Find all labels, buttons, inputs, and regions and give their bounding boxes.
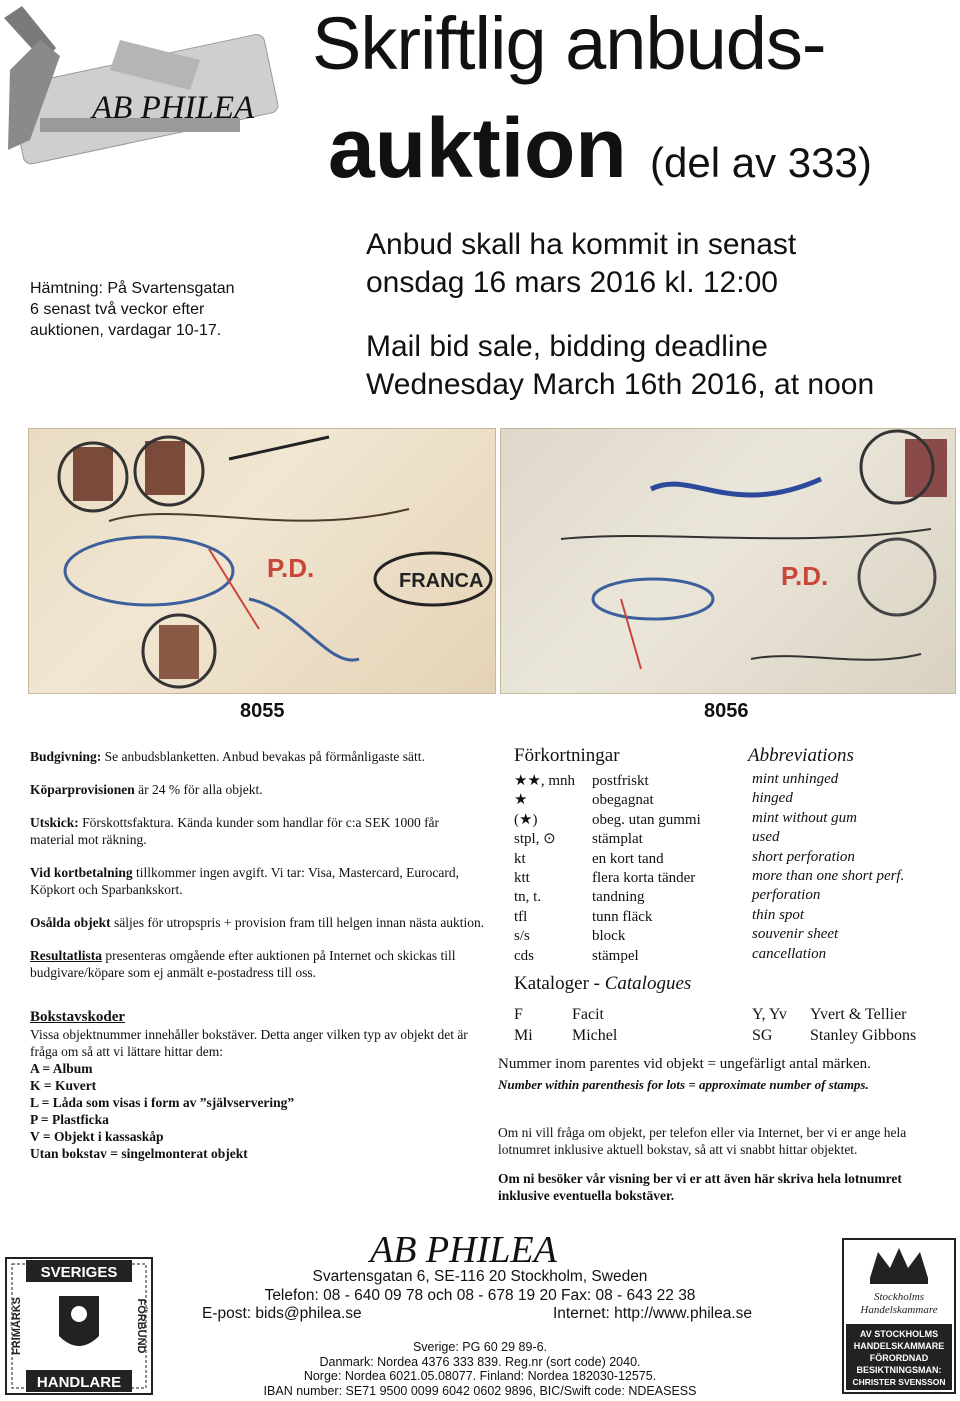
catalogues-table-left bbox=[514, 1004, 617, 1046]
abbr-row bbox=[514, 888, 701, 907]
letter-codes-heading: Bokstavskoder bbox=[30, 1009, 126, 1025]
abbr-en: short perforation bbox=[752, 848, 855, 865]
unsold-paragraph bbox=[30, 914, 486, 931]
abbr-code: s/s bbox=[514, 928, 530, 945]
bid-label: Budgivning: bbox=[30, 749, 102, 764]
title-auktion: auktion bbox=[328, 101, 627, 195]
payment-line: Norge: Nordea 6021.05.08077. Finland: Nordea 182030-12575. bbox=[303, 1369, 657, 1383]
abbr-row bbox=[514, 869, 701, 888]
abbr-row bbox=[514, 947, 701, 966]
note-viewing: Om ni besöker vår visning ber vi er att även här skriva hela lotnumret inklusive eventuella bokstäver. bbox=[498, 1171, 902, 1203]
commission-label: Köparprovisionen bbox=[30, 782, 135, 797]
abbr-en: hinged bbox=[752, 790, 793, 807]
abbr-code: ★ bbox=[514, 792, 528, 809]
catalog-code: F bbox=[514, 1006, 523, 1023]
abbr-en: cancellation bbox=[752, 945, 827, 962]
pickup-line: Hämtning: På Svartensgatan bbox=[30, 280, 235, 297]
note-parenthesis-sv: Nummer inom parentes vid objekt = ungefärligt antal märken. bbox=[498, 1056, 871, 1072]
deadline-swedish bbox=[366, 226, 796, 302]
lot-number: 8055 bbox=[240, 700, 285, 722]
abbr-code: tn, t. bbox=[514, 889, 542, 906]
catalogues-heading-sv: Kataloger - bbox=[514, 973, 605, 994]
abbr-sv: tandning bbox=[592, 889, 645, 906]
shk-text: Handelskammare bbox=[860, 1304, 938, 1316]
abbr-en: mint unhinged bbox=[752, 771, 839, 787]
bid-text: Se anbudsblanketten. Anbud bevakas på förmånligaste sätt. bbox=[104, 749, 425, 764]
catalog-row bbox=[514, 1004, 617, 1025]
abbr-sv: obegagnat bbox=[592, 792, 654, 809]
results-label: Resultatlista bbox=[30, 948, 102, 963]
unsold-text: säljes för utropspris + provision fram till helgen innan nästa auktion. bbox=[114, 915, 485, 930]
catalog-name: Stanley Gibbons bbox=[810, 1027, 917, 1044]
results-paragraph bbox=[30, 947, 486, 981]
footer-web: Internet: http://www.philea.se bbox=[552, 1305, 752, 1322]
footer-email: E-post: bids@philea.se bbox=[202, 1305, 362, 1322]
abbr-row bbox=[514, 830, 701, 849]
abbreviations-heading-sv: Förkortningar bbox=[514, 745, 620, 766]
svg-text:FRANCA: FRANCA bbox=[399, 570, 484, 592]
deadline-sv-line: Anbud skall ha kommit in senast bbox=[366, 228, 797, 261]
abbr-sv: stämplat bbox=[592, 831, 643, 848]
commission-paragraph bbox=[30, 781, 486, 798]
catalog-name: Facit bbox=[572, 1006, 604, 1023]
abbr-sv: block bbox=[592, 928, 626, 945]
catalog-code: Y, Yv bbox=[752, 1006, 787, 1023]
catalog-code: Mi bbox=[514, 1027, 533, 1044]
catalog-row bbox=[514, 1025, 617, 1046]
catalog-code: SG bbox=[752, 1027, 773, 1044]
deadline-en-line: Mail bid sale, bidding deadline bbox=[366, 330, 768, 363]
stockholms-handelskammare-logo bbox=[842, 1238, 956, 1394]
abbr-code: ★★, mnh bbox=[514, 773, 576, 789]
abbr-code: tfl bbox=[514, 908, 528, 925]
shk-text: Stockholms bbox=[873, 1291, 925, 1303]
unsold-label: Osålda objekt bbox=[30, 915, 111, 930]
abbr-sv: postfriskt bbox=[592, 773, 649, 789]
footer-contact bbox=[190, 1268, 770, 1324]
footer-address: Svartensgatan 6, SE-116 20 Stockholm, Sweden bbox=[312, 1268, 648, 1285]
letter-codes bbox=[30, 1009, 486, 1162]
letter-code-item: A = Album bbox=[30, 1061, 93, 1076]
dispatch-label: Utskick: bbox=[30, 815, 79, 830]
abbr-en: souvenir sheet bbox=[752, 926, 839, 943]
abbr-sv: en kort tand bbox=[592, 850, 664, 867]
terms-column bbox=[30, 748, 486, 1162]
sfh-text: FRIMÄRKS bbox=[11, 1296, 23, 1356]
svg-text:P.D.: P.D. bbox=[781, 561, 829, 591]
deadline-sv-line: onsdag 16 mars 2016 kl. 12:00 bbox=[366, 266, 778, 299]
title-part: (del av 333) bbox=[650, 139, 872, 186]
abbr-row bbox=[514, 850, 701, 869]
letter-codes-intro: Vissa objektnummer innehåller bokstäver. Detta anger vilken typ av objekt det är fråga om så att vi lättare hittar dem: bbox=[30, 1027, 468, 1059]
bid-paragraph bbox=[30, 748, 486, 765]
abbr-row bbox=[514, 927, 701, 946]
card-paragraph bbox=[30, 864, 486, 898]
letter-code-item: Utan bokstav = singelmonterat objekt bbox=[30, 1146, 248, 1161]
payment-line: IBAN number: SE71 9500 0099 6042 0602 9896, BIC/Swift code: NDEASESS bbox=[263, 1383, 697, 1398]
footer-payment bbox=[190, 1340, 770, 1398]
commission-text: är 24 % för alla objekt. bbox=[138, 782, 263, 797]
abbr-row bbox=[514, 908, 701, 927]
footer-email-web bbox=[190, 1305, 770, 1324]
abbr-en: thin spot bbox=[752, 906, 805, 923]
abbr-en: used bbox=[752, 829, 780, 846]
lot-8056-cover-image bbox=[500, 428, 956, 694]
abbr-sv: stämpel bbox=[592, 947, 639, 964]
sfh-text: SVERIGES bbox=[40, 1264, 118, 1281]
catalogues-heading bbox=[514, 974, 691, 993]
abbreviations-english-list bbox=[752, 770, 904, 964]
catalog-name: Yvert & Tellier bbox=[810, 1006, 907, 1023]
pickup-info bbox=[30, 278, 260, 341]
note-parenthesis-en: Number within parenthesis for lots = approximate number of stamps. bbox=[498, 1077, 869, 1092]
dispatch-text: Förskottsfaktura. Kända kunder som handlar för c:a SEK 1000 får material mot räkning. bbox=[30, 815, 440, 847]
shk-text: HANDELSKAMMARE bbox=[853, 1341, 945, 1351]
page-title-line2 bbox=[328, 100, 872, 211]
deadline-en-line: Wednesday March 16th 2016, at noon bbox=[366, 368, 875, 401]
payment-line: Sverige: PG 60 29 89-6. bbox=[412, 1340, 548, 1354]
footer-company-name: AB PHILEA bbox=[370, 1229, 557, 1271]
sfh-text: HANDLARE bbox=[36, 1374, 122, 1391]
abbr-sv: tunn fläck bbox=[592, 908, 653, 925]
abbreviations-table bbox=[514, 772, 701, 966]
abbreviations-heading-en: Abbreviations bbox=[748, 745, 854, 766]
catalogues-heading-en: Catalogues bbox=[604, 973, 692, 994]
abbr-code: kt bbox=[514, 850, 526, 867]
letter-code-item: L = Låda som visas i form av ”självservering” bbox=[30, 1095, 295, 1110]
shk-text: AV STOCKHOLMS bbox=[859, 1329, 939, 1339]
catalog-row bbox=[752, 1025, 916, 1046]
deadline-english bbox=[366, 328, 874, 404]
philea-gavel-logo bbox=[0, 0, 290, 180]
abbr-en: perforation bbox=[752, 887, 821, 904]
abbr-row bbox=[514, 772, 701, 791]
catalog-row bbox=[752, 1004, 916, 1025]
abbr-code: ktt bbox=[514, 870, 530, 887]
shk-text: BESIKTNINGSMAN: bbox=[856, 1365, 942, 1375]
svg-text:P.D.: P.D. bbox=[267, 553, 315, 583]
abbr-code: cds bbox=[514, 947, 534, 964]
abbr-row bbox=[514, 791, 701, 810]
shk-text: CHRISTER SVENSSON bbox=[852, 1377, 946, 1387]
abbr-code: (★) bbox=[514, 811, 538, 828]
card-label: Vid kortbetalning bbox=[30, 865, 133, 880]
abbr-sv: flera korta tänder bbox=[592, 870, 696, 887]
dispatch-paragraph bbox=[30, 814, 486, 848]
footer-phone: Telefon: 08 - 640 09 78 och 08 - 678 19 20 Fax: 08 - 643 22 38 bbox=[264, 1286, 696, 1304]
abbr-code: stpl, ⊙ bbox=[514, 831, 556, 848]
abbreviations-section bbox=[514, 745, 954, 1044]
lot-number: 8056 bbox=[704, 700, 749, 722]
shk-text: FÖRORDNAD bbox=[869, 1353, 929, 1363]
sveriges-frimarkshandlare-logo bbox=[4, 1256, 154, 1396]
page-title-line1: Skriftlig anbuds- bbox=[312, 2, 826, 85]
philea-logo-text: AB PHILEA bbox=[92, 90, 255, 126]
letter-code-item: V = Objekt i kassaskåp bbox=[30, 1129, 164, 1144]
abbr-sv: obeg. utan gummi bbox=[592, 811, 701, 828]
results-text: presenteras omgående efter auktionen på Internet och skickas till budgivare/köpare som ej anmält e-postadress till oss. bbox=[30, 948, 456, 980]
card-text: tillkommer ingen avgift. Vi tar: Visa, Mastercard, Eurocard, Köpkort och Sparbankskort. bbox=[30, 865, 459, 897]
abbr-en: more than one short perf. bbox=[752, 868, 905, 885]
pickup-line: auktionen, vardagar 10-17. bbox=[30, 322, 222, 339]
lot-8055-cover-image bbox=[28, 428, 496, 694]
payment-line: Danmark: Nordea 4376 333 839. Reg.nr (sort code) 2040. bbox=[319, 1354, 641, 1369]
letter-code-item: P = Plastficka bbox=[30, 1112, 109, 1127]
catalogues-table-right bbox=[752, 1004, 916, 1046]
letter-code-item: K = Kuvert bbox=[30, 1078, 97, 1093]
abbr-en: mint without gum bbox=[752, 809, 858, 826]
abbr-row bbox=[514, 811, 701, 830]
pickup-line: 6 senast två veckor efter bbox=[30, 301, 205, 318]
note-questions: Om ni vill fråga om objekt, per telefon eller via Internet, ber vi er ange hela lotnumret inklusive aktuell bokstav, så att vi snabbt hittar objektet. bbox=[498, 1125, 907, 1157]
sfh-text: FÖRBUND bbox=[135, 1298, 147, 1354]
catalog-name: Michel bbox=[572, 1027, 618, 1044]
